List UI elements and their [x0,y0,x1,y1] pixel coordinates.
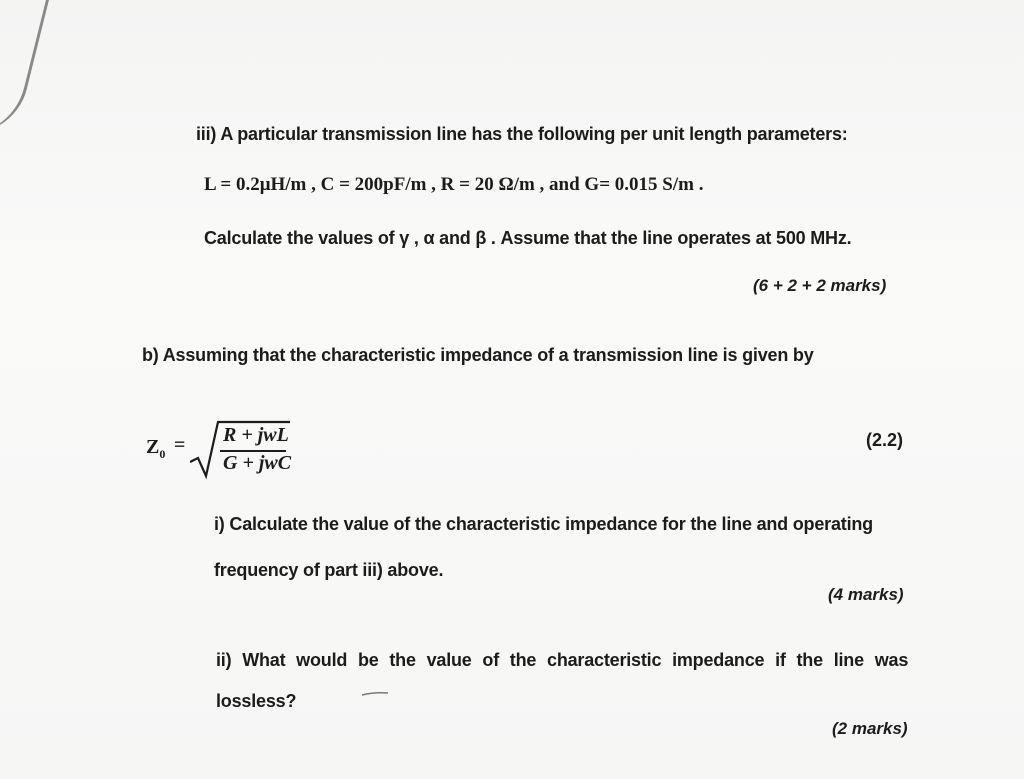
equation-number: (2.2) [866,430,904,450]
formula-numerator: R + jwL [223,424,289,446]
part-iii-marks: (6 + 2 + 2 marks) [753,276,887,295]
sub-ii-line2: lossless? [216,691,297,711]
part-iii-intro: iii) A particular transmission line has the following per unit length parameters: [196,124,848,144]
formula-denominator: G + jwC [223,452,292,474]
page-edge-shadow [0,0,51,146]
sub-ii-line1: ii) What would be the value of the characteristic impedance if the line was [216,650,909,670]
formula-lhs: $Z_0$ [146,436,166,461]
part-iii-task: Calculate the values of γ , α and β . Assume that the line operates at 500 MHz. [204,228,852,248]
sub-i-line1: i) Calculate the value of the characteristic impedance for the line and operating [214,514,873,534]
formula-equals: = [174,434,186,456]
part-b-intro: b) Assuming that the characteristic impedance of a transmission line is given by [142,345,814,365]
sub-i-marks: (4 marks) [828,585,904,604]
characteristic-impedance-formula [146,414,316,482]
pen-stroke-mark [360,690,390,698]
part-iii-parameters: L = 0.2μH/m , C = 200pF/m , R = 20 Ω/m , and G= 0.015 S/m . [204,174,704,195]
sub-i-line2: frequency of part iii) above. [214,560,444,580]
sub-ii-marks: (2 marks) [832,719,908,738]
